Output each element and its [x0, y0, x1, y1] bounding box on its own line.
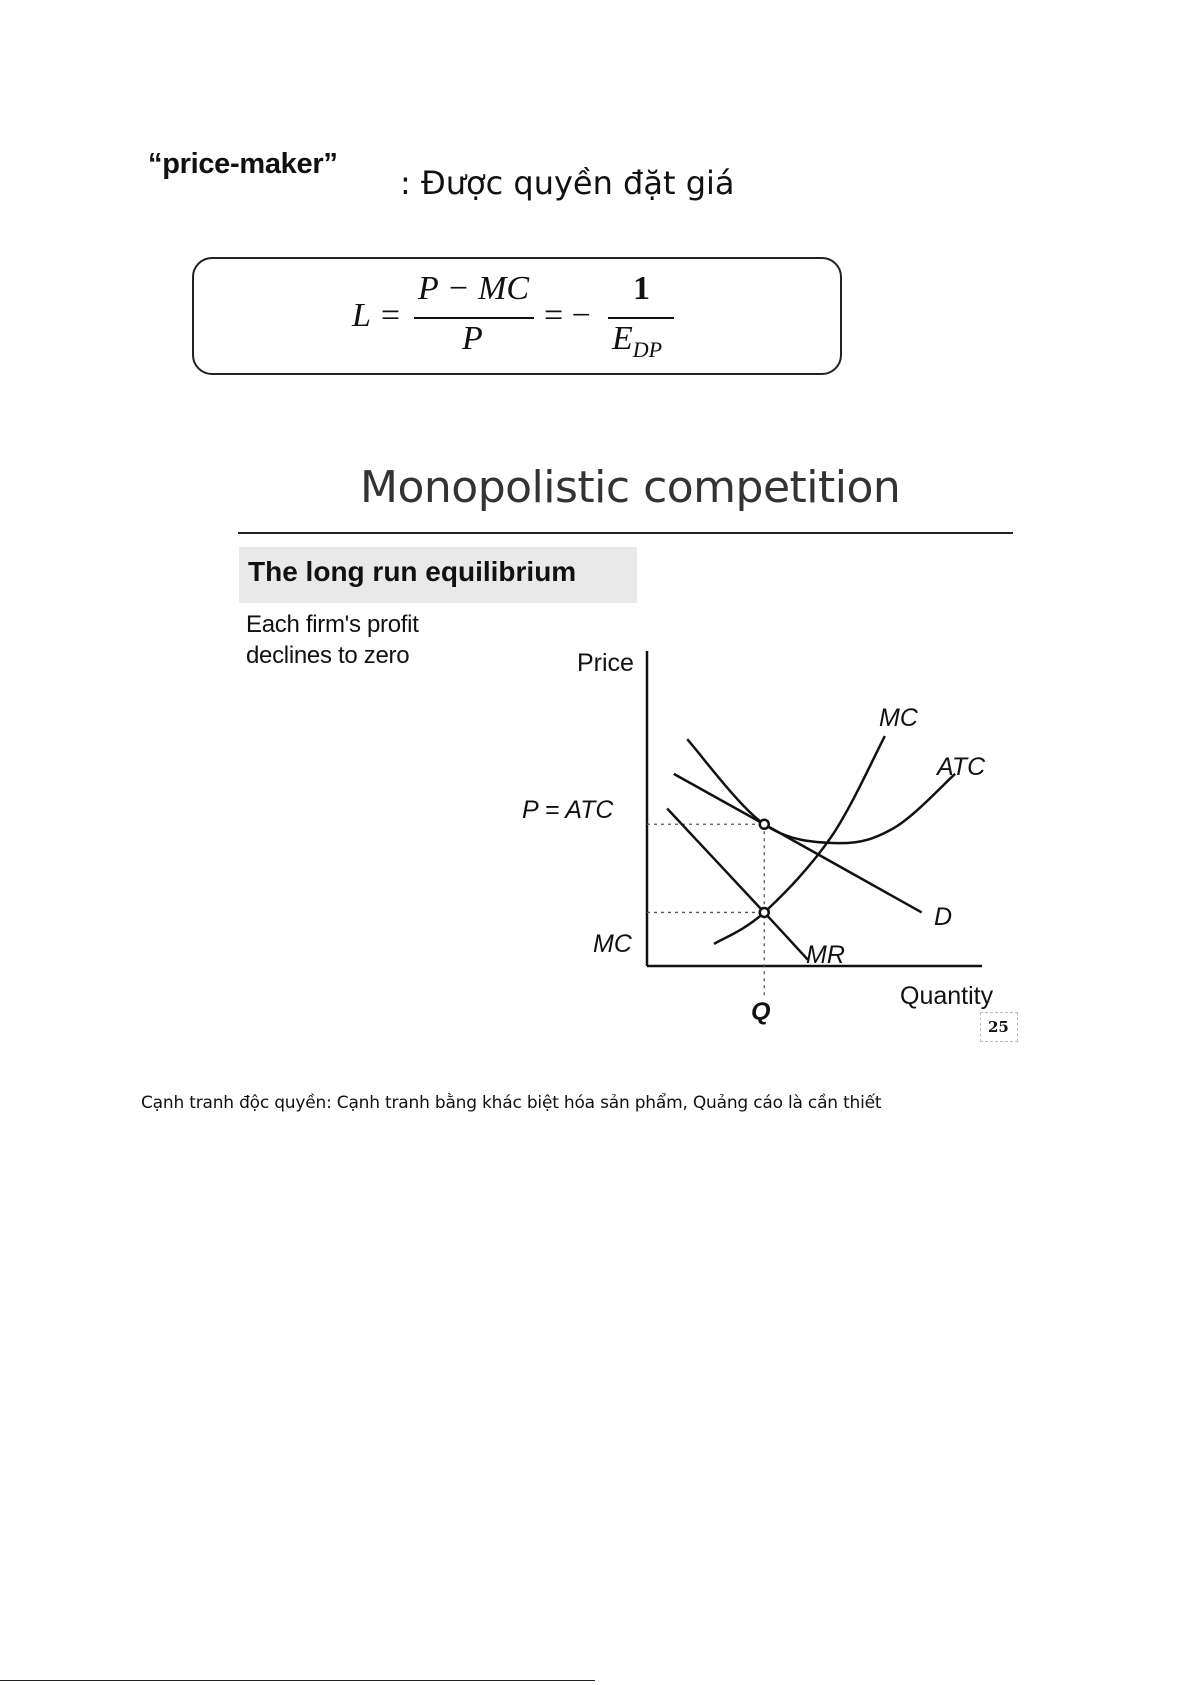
footer-rule: [0, 1680, 595, 1681]
page-number: 25: [988, 1018, 1009, 1036]
slide-subtitle: The long run equilibrium: [248, 556, 577, 587]
formula-elasticity-subscript: DP: [632, 336, 663, 362]
curve-label-d: D: [934, 903, 953, 931]
y-tick-mc: MC: [593, 930, 632, 958]
term-price-maker: “price-maker”: [148, 148, 338, 180]
slide-title: Monopolistic competition: [360, 462, 901, 513]
formula-denominator: P: [462, 320, 483, 357]
x-axis-label: Quantity: [900, 982, 994, 1010]
formula-equals-minus: = −: [544, 297, 591, 334]
y-tick-p-atc: P = ATC: [522, 796, 614, 824]
note-line-1: Each firm's profit: [246, 611, 419, 638]
formula-rhs-numerator: 1: [633, 270, 650, 307]
formula-elasticity-symbol: E: [612, 320, 633, 357]
demand-curve: [674, 774, 922, 913]
marginal-revenue-curve: [667, 809, 808, 960]
x-tick-q: Q: [751, 998, 771, 1026]
equilibrium-point-p-atc: [760, 820, 769, 829]
caption: Cạnh tranh độc quyền: Cạnh tranh bằng khác biệt hóa sản phẩm, Quảng cáo là cần thiết: [141, 1093, 882, 1113]
note-line-2: declines to zero: [246, 642, 410, 669]
y-axis-label: Price: [577, 649, 634, 677]
curve-label-atc: ATC: [937, 753, 986, 781]
curve-label-mr: MR: [806, 941, 845, 969]
term-meaning: : Được quyền đặt giá: [400, 164, 735, 202]
equilibrium-point-mc: [760, 908, 769, 917]
formula-lhs: L =: [352, 297, 402, 334]
formula-numerator: P − MC: [418, 270, 530, 307]
curve-label-mc: MC: [879, 704, 918, 732]
average-total-cost-curve: [687, 739, 955, 843]
